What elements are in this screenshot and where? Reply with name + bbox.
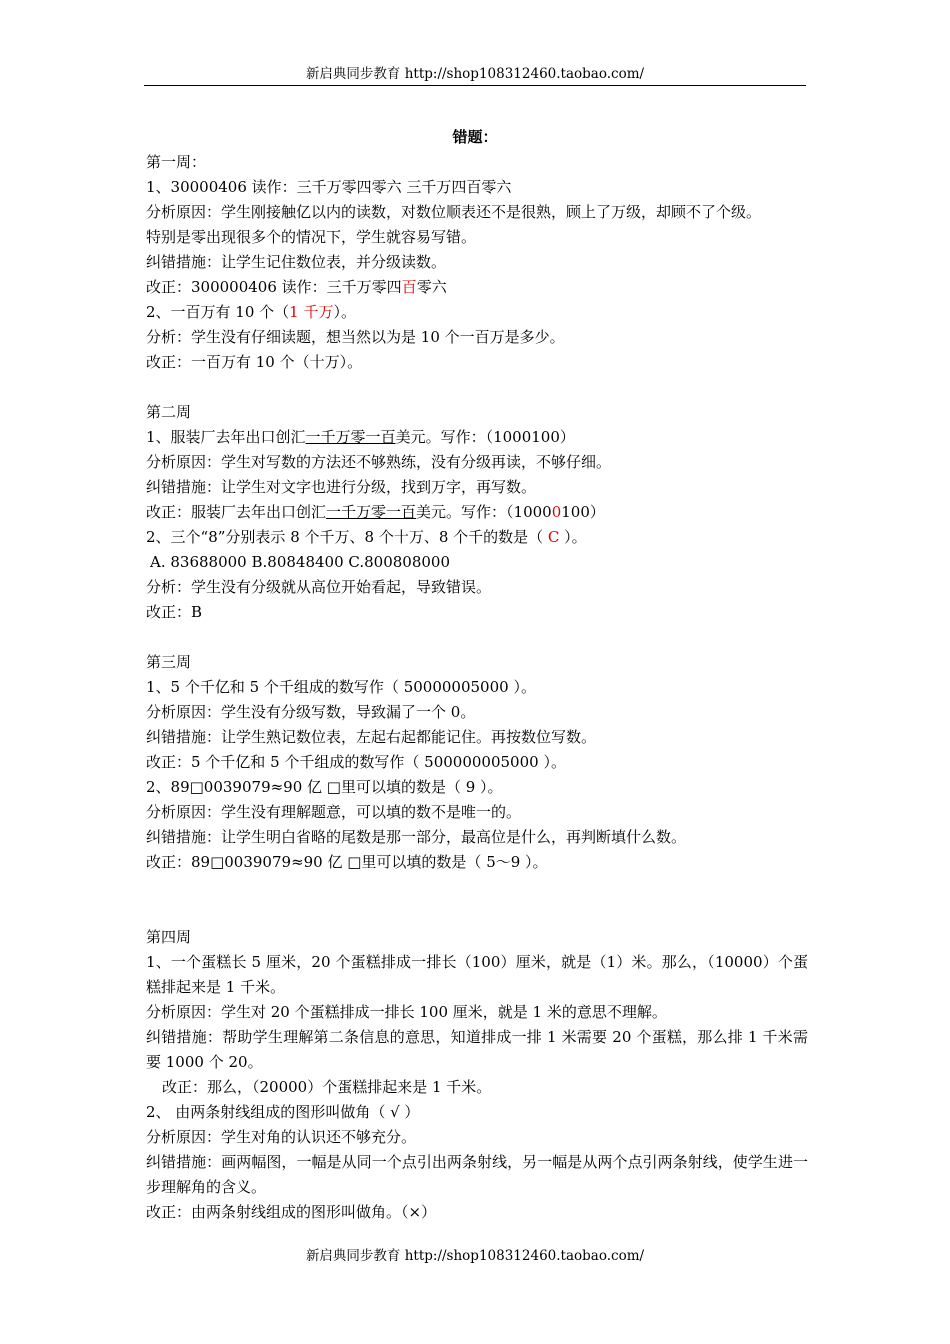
page-title: 错题： <box>452 128 498 146</box>
week2-heading: 第二周 <box>146 403 192 421</box>
week3-q1-analysis: 分析原因：学生没有分级写数，导致漏了一个 0。 <box>146 703 476 721</box>
week4-q1-analysis: 分析原因：学生对 20 个蛋糕排成一排长 100 厘米，就是 1 米的意思不理解。 <box>146 1003 667 1021</box>
document-body <box>146 150 808 1225</box>
week1-q1-analysis-cont: 特别是零出现很多个的情况下，学生就容易写错。 <box>146 228 477 246</box>
week1-q2-fix: 改正：一百万有 10 个（十万）。 <box>146 353 363 371</box>
page-header: 新启典同步教育 http://shop108312460.taobao.com/ <box>305 66 645 82</box>
week2-q2-analysis: 分析：学生没有分级就从高位开始看起，导致错误。 <box>146 578 492 596</box>
answer-text: 1 千万 <box>289 303 334 321</box>
week4-q1: 1、一个蛋糕长 5 厘米，20 个蛋糕排成一排长（100）厘米，就是（1）米。那么，（10000）个蛋糕排起来是 1 千米。 <box>146 953 808 996</box>
week1-q1: 1、30000406 读作：三千万零四零六 三千万四百零六 <box>146 178 512 196</box>
week3-q2-analysis: 分析原因：学生没有理解题意，可以填的数不是唯一的。 <box>146 803 522 821</box>
week3-q2: 2、89□0039079≈90 亿 □里可以填的数是（ 9 ）。 <box>146 778 503 796</box>
page-footer: 新启典同步教育 http://shop108312460.taobao.com/ <box>305 1248 645 1264</box>
week3-q1-measure: 纠错措施：让学生熟记数位表，左起右起都能记住。再按数位写数。 <box>146 728 597 746</box>
highlight-text: 百 <box>401 278 417 296</box>
week3-q2-measure: 纠错措施：让学生明白省略的尾数是那一部分，最高位是什么，再判断填什么数。 <box>146 828 687 846</box>
week2-q1-fix: 改正：服装厂去年出口创汇一千万零一百美元。写作：（10000100） <box>146 503 605 521</box>
week3-q1-fix: 改正：5 个千亿和 5 个千组成的数写作（ 500000005000 ）。 <box>146 753 566 771</box>
week1-q1-fix: 改正：300000406 读作：三千万零四百零六 <box>146 278 447 296</box>
week4-q1-fix: 改正：那么，（20000）个蛋糕排起来是 1 千米。 <box>162 1078 492 1096</box>
underlined-text: 一千万零一百 <box>326 503 417 521</box>
week2-q1-measure: 纠错措施：让学生对文字也进行分级，找到万字，再写数。 <box>146 478 537 496</box>
week3-q1: 1、5 个千亿和 5 个千组成的数写作（ 50000005000 ）。 <box>146 678 536 696</box>
week2-q2: 2、三个“8”分别表示 8 个千万、8 个十万、8 个千的数是（ C ）。 <box>146 528 587 546</box>
week3-heading: 第三周 <box>146 653 192 671</box>
week2-q1: 1、服装厂去年出口创汇一千万零一百美元。写作：（1000100） <box>146 428 575 446</box>
spacer <box>146 375 808 400</box>
week1-q2-analysis: 分析：学生没有仔细读题，想当然以为是 10 个一百万是多少。 <box>146 328 565 346</box>
week1-q1-analysis: 分析原因：学生刚接触亿以内的读数，对数位顺表还不是很熟，顾上了万级，却顾不了个级。 <box>146 203 762 221</box>
week4-q2-fix: 改正：由两条射线组成的图形叫做角。（×） <box>146 1203 437 1221</box>
underlined-text: 一千万零一百 <box>305 428 396 446</box>
week1-heading: 第一周： <box>146 153 207 171</box>
week2-q2-options: A. 83688000 B.80848400 C.800808000 <box>150 553 450 571</box>
week1-q1-measure: 纠错措施：让学生记住数位表，并分级读数。 <box>146 253 447 271</box>
week4-q2-measure: 纠错措施：画两幅图，一幅是从同一个点引出两条射线，另一幅是从两个点引两条射线，使学生进一步理解角的含义。 <box>146 1153 808 1196</box>
week4-q1-measure: 纠错措施：帮助学生理解第二条信息的意思，知道排成一排 1 米需要 20 个蛋糕，那么排 1 千米需要 1000 个 20。 <box>146 1028 808 1071</box>
header-rule <box>144 85 806 86</box>
week4-q2-analysis: 分析原因：学生对角的认识还不够充分。 <box>146 1128 417 1146</box>
spacer <box>146 625 808 650</box>
week4-q2: 2、 由两条射线组成的图形叫做角（ √ ） <box>146 1103 420 1121</box>
spacer <box>146 875 808 925</box>
week4-heading: 第四周 <box>146 928 192 946</box>
week3-q2-fix: 改正：89□0039079≈90 亿 □里可以填的数是（ 5～9 ）。 <box>146 853 548 871</box>
week2-q1-analysis: 分析原因：学生对写数的方法还不够熟练，没有分级再读，不够仔细。 <box>146 453 612 471</box>
highlight-text: 0 <box>551 503 562 521</box>
week2-q2-fix: 改正：B <box>146 603 203 621</box>
week1-q2: 2、一百万有 10 个（1 千万）。 <box>146 303 356 321</box>
answer-text: C <box>547 528 560 546</box>
